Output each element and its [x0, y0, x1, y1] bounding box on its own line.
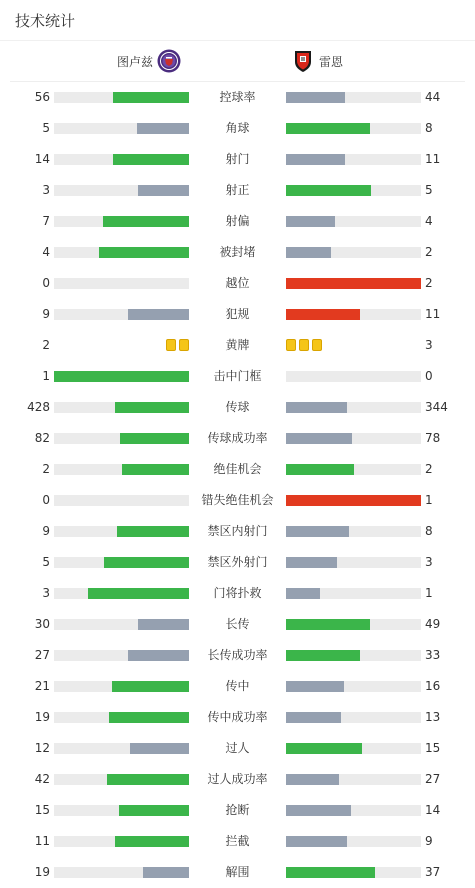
home-stat-value: 27	[34, 648, 50, 662]
away-stat-bar-track	[286, 743, 421, 754]
away-stat-value: 2	[425, 276, 433, 290]
yellow-card-icon	[286, 339, 296, 351]
home-stat-bar-fill	[115, 836, 189, 847]
away-stat-value: 0	[425, 369, 433, 383]
home-stat-value: 5	[42, 121, 50, 135]
away-stat-value: 37	[425, 865, 441, 879]
away-stat-bar-track	[286, 526, 421, 537]
away-stat-bar-fill	[286, 774, 339, 785]
home-stat-bar-track	[54, 92, 189, 103]
away-stat-bar-track	[286, 185, 421, 196]
home-stat-bar-fill	[128, 309, 189, 320]
stat-label: 击中门框	[213, 369, 262, 383]
away-stat-bar-fill	[286, 650, 360, 661]
stat-row	[0, 516, 475, 547]
page-title: 技术统计	[15, 11, 76, 30]
away-stat-bar-fill	[286, 805, 351, 816]
away-stat-bar-fill	[286, 123, 370, 134]
away-stat-bar-fill	[286, 867, 375, 878]
away-stat-value: 2	[425, 245, 433, 259]
away-stat-value: 15	[425, 741, 441, 755]
stat-row	[0, 361, 475, 392]
home-stat-bar-fill	[109, 712, 189, 723]
away-stat-value: 3	[425, 555, 433, 569]
stat-label: 过人	[225, 741, 250, 755]
away-stat-bar-track	[286, 495, 421, 506]
stat-label: 长传成功率	[207, 648, 268, 662]
home-stat-bar-fill	[128, 650, 189, 661]
away-stat-bar-track	[286, 247, 421, 258]
away-stat-bar-track	[286, 402, 421, 413]
home-stat-bar-track	[54, 557, 189, 568]
stat-label: 传中	[225, 679, 250, 693]
stat-label: 角球	[225, 121, 250, 135]
away-stat-value: 8	[425, 121, 433, 135]
home-stat-bar-track	[54, 309, 189, 320]
home-stat-bar-fill	[115, 402, 189, 413]
stat-row	[0, 299, 475, 330]
stat-label: 禁区外射门	[207, 555, 268, 569]
away-stat-bar-track	[286, 836, 421, 847]
stats-header	[0, 0, 475, 41]
stat-row	[0, 733, 475, 764]
stat-label: 犯规	[225, 307, 250, 321]
home-stat-bar-track	[54, 836, 189, 847]
away-stat-bar-track	[286, 433, 421, 444]
home-stat-value: 12	[34, 741, 50, 755]
away-stat-bar-fill	[286, 433, 352, 444]
away-stat-value: 1	[425, 493, 433, 507]
away-stat-value: 11	[425, 152, 441, 166]
yellow-card-icon	[179, 339, 189, 351]
home-stat-value: 2	[42, 462, 50, 476]
rennes-crest-icon	[291, 49, 315, 73]
away-stat-bar-track	[286, 712, 421, 723]
home-stat-bar-fill	[54, 371, 189, 382]
stat-row	[0, 144, 475, 175]
stat-row	[0, 702, 475, 733]
home-stat-bar-fill	[88, 588, 189, 599]
home-stat-value: 5	[42, 555, 50, 569]
home-stat-bar-track	[54, 216, 189, 227]
home-stat-bar-track	[54, 185, 189, 196]
home-stat-value: 14	[34, 152, 50, 166]
away-stat-value: 11	[425, 307, 441, 321]
home-stat-value: 11	[34, 834, 50, 848]
home-stat-value: 21	[34, 679, 50, 693]
away-stat-bar-track	[286, 154, 421, 165]
away-stat-value: 14	[425, 803, 441, 817]
home-stat-bar-fill	[113, 154, 189, 165]
away-stat-bar-fill	[286, 681, 344, 692]
away-stat-bar-fill	[286, 836, 347, 847]
away-stat-bar-fill	[286, 154, 345, 165]
away-team[interactable]	[291, 41, 343, 81]
home-stat-bar-track	[54, 650, 189, 661]
home-stat-bar-track	[54, 526, 189, 537]
away-yellow-cards	[286, 339, 322, 352]
away-stat-value: 16	[425, 679, 441, 693]
home-stat-bar-track	[54, 774, 189, 785]
stat-row	[0, 82, 475, 113]
stat-row	[0, 175, 475, 206]
stat-label: 拦截	[225, 834, 250, 848]
yellow-card-icon	[299, 339, 309, 351]
home-stat-bar-track	[54, 495, 189, 506]
away-stat-bar-fill	[286, 526, 349, 537]
toulouse-crest-icon	[157, 49, 181, 73]
away-stat-bar-fill	[286, 557, 337, 568]
home-stat-value: 42	[34, 772, 50, 786]
home-stat-bar-track	[54, 588, 189, 599]
stat-label: 射正	[225, 183, 250, 197]
home-stat-value: 0	[42, 276, 50, 290]
stat-row	[0, 640, 475, 671]
away-stat-value: 5	[425, 183, 433, 197]
away-stat-bar-track	[286, 588, 421, 599]
stat-row	[0, 237, 475, 268]
away-team-name: 雷恩	[319, 54, 344, 69]
home-stat-value: 1	[42, 369, 50, 383]
home-stat-bar-track	[54, 743, 189, 754]
home-stat-value: 3	[42, 183, 50, 197]
stat-label: 抢断	[225, 803, 250, 817]
away-stat-bar-track	[286, 681, 421, 692]
away-stat-bar-track	[286, 123, 421, 134]
home-stat-bar-track	[54, 123, 189, 134]
home-stat-bar-fill	[99, 247, 189, 258]
home-stat-bar-fill	[112, 681, 189, 692]
away-stat-bar-fill	[286, 712, 341, 723]
yellow-card-icon	[166, 339, 176, 351]
home-stat-bar-track	[54, 433, 189, 444]
home-stat-bar-fill	[119, 805, 189, 816]
home-team[interactable]	[117, 41, 181, 81]
home-stat-bar-track	[54, 278, 189, 289]
home-stat-bar-track	[54, 867, 189, 878]
away-stat-bar-track	[286, 216, 421, 227]
stat-label: 控球率	[219, 90, 256, 104]
teams-bar	[10, 41, 465, 82]
stat-label: 绝佳机会	[213, 462, 262, 476]
home-stat-bar-fill	[143, 867, 189, 878]
home-stat-bar-fill	[104, 557, 189, 568]
away-stat-bar-track	[286, 278, 421, 289]
stat-row	[0, 330, 475, 361]
home-stat-bar-track	[54, 464, 189, 475]
stat-row	[0, 764, 475, 795]
stat-row	[0, 485, 475, 516]
home-stat-bar-track	[54, 619, 189, 630]
stat-label: 越位	[225, 276, 250, 290]
stat-row	[0, 609, 475, 640]
home-stat-value: 82	[34, 431, 50, 445]
stats-list	[0, 82, 475, 888]
home-stat-value: 4	[42, 245, 50, 259]
away-stat-value: 27	[425, 772, 441, 786]
home-stat-bar-fill	[138, 619, 189, 630]
away-stat-value: 1	[425, 586, 433, 600]
home-stat-value: 9	[42, 524, 50, 538]
home-stat-bar-track	[54, 681, 189, 692]
stat-label: 过人成功率	[207, 772, 268, 786]
stat-label: 传球	[225, 400, 250, 414]
stat-row	[0, 454, 475, 485]
away-stat-bar-fill	[286, 588, 320, 599]
home-stat-bar-track	[54, 402, 189, 413]
away-stat-bar-fill	[286, 619, 370, 630]
away-stat-bar-fill	[286, 216, 335, 227]
stat-label: 传中成功率	[207, 710, 268, 724]
home-stat-bar-track	[54, 712, 189, 723]
away-stat-bar-fill	[286, 278, 421, 289]
away-stat-bar-fill	[286, 402, 347, 413]
home-stat-bar-fill	[122, 464, 190, 475]
home-stat-bar-fill	[117, 526, 189, 537]
away-stat-bar-track	[286, 805, 421, 816]
away-stat-bar-fill	[286, 743, 362, 754]
home-yellow-cards	[166, 339, 189, 352]
away-stat-value: 4	[425, 214, 433, 228]
home-stat-bar-track	[54, 371, 189, 382]
away-stat-bar-track	[286, 867, 421, 878]
away-stat-value: 13	[425, 710, 441, 724]
away-stat-bar-fill	[286, 185, 371, 196]
stat-row	[0, 423, 475, 454]
stat-label: 射门	[225, 152, 250, 166]
stat-row	[0, 206, 475, 237]
away-stat-bar-fill	[286, 247, 331, 258]
home-stat-value: 0	[42, 493, 50, 507]
away-stat-value: 344	[425, 400, 448, 414]
away-stat-value: 3	[425, 338, 433, 352]
home-stat-bar-track	[54, 154, 189, 165]
stat-row	[0, 113, 475, 144]
home-stat-value: 2	[42, 338, 50, 352]
home-team-name: 图卢兹	[116, 54, 153, 69]
home-stat-value: 9	[42, 307, 50, 321]
home-stat-value: 7	[42, 214, 50, 228]
away-stat-value: 33	[425, 648, 441, 662]
stat-label: 禁区内射门	[207, 524, 268, 538]
home-stat-bar-track	[54, 805, 189, 816]
stat-row	[0, 578, 475, 609]
away-stat-value: 8	[425, 524, 433, 538]
home-stat-bar-track	[54, 247, 189, 258]
home-stat-bar-fill	[138, 185, 189, 196]
stat-row	[0, 671, 475, 702]
away-stat-bar-fill	[286, 309, 360, 320]
stat-label: 错失绝佳机会	[201, 493, 274, 507]
away-stat-bar-track	[286, 371, 421, 382]
home-stat-value: 19	[34, 710, 50, 724]
away-stat-bar-track	[286, 92, 421, 103]
away-stat-bar-track	[286, 464, 421, 475]
stat-row	[0, 392, 475, 423]
home-stat-bar-fill	[107, 774, 189, 785]
yellow-card-icon	[312, 339, 322, 351]
stat-row	[0, 826, 475, 857]
home-stat-bar-fill	[137, 123, 189, 134]
home-stat-bar-fill	[120, 433, 189, 444]
stat-row	[0, 857, 475, 888]
stat-row	[0, 795, 475, 826]
stat-label: 射偏	[225, 214, 250, 228]
away-stat-bar-fill	[286, 92, 345, 103]
away-stat-value: 49	[425, 617, 441, 631]
home-stat-bar-fill	[103, 216, 189, 227]
stat-label: 被封堵	[219, 245, 256, 259]
away-stat-value: 44	[425, 90, 441, 104]
away-stat-bar-track	[286, 619, 421, 630]
stat-row	[0, 547, 475, 578]
home-stat-value: 428	[27, 400, 50, 414]
away-stat-value: 78	[425, 431, 441, 445]
away-stat-bar-fill	[286, 464, 354, 475]
home-stat-value: 30	[34, 617, 50, 631]
away-stat-value: 9	[425, 834, 433, 848]
stat-label: 长传	[225, 617, 250, 631]
stat-label: 黄牌	[225, 338, 250, 352]
away-stat-bar-fill	[286, 495, 421, 506]
stat-row	[0, 268, 475, 299]
away-stat-bar-track	[286, 650, 421, 661]
home-stat-value: 15	[34, 803, 50, 817]
home-stat-bar-fill	[130, 743, 189, 754]
home-stat-bar-fill	[113, 92, 189, 103]
away-stat-bar-track	[286, 774, 421, 785]
away-stat-value: 2	[425, 462, 433, 476]
home-stat-value: 56	[34, 90, 50, 104]
away-stat-bar-track	[286, 309, 421, 320]
stat-label: 门将扑救	[213, 586, 262, 600]
stat-label: 解围	[225, 865, 250, 879]
home-stat-value: 19	[34, 865, 50, 879]
away-stat-bar-track	[286, 557, 421, 568]
home-stat-value: 3	[42, 586, 50, 600]
stat-label: 传球成功率	[207, 431, 268, 445]
